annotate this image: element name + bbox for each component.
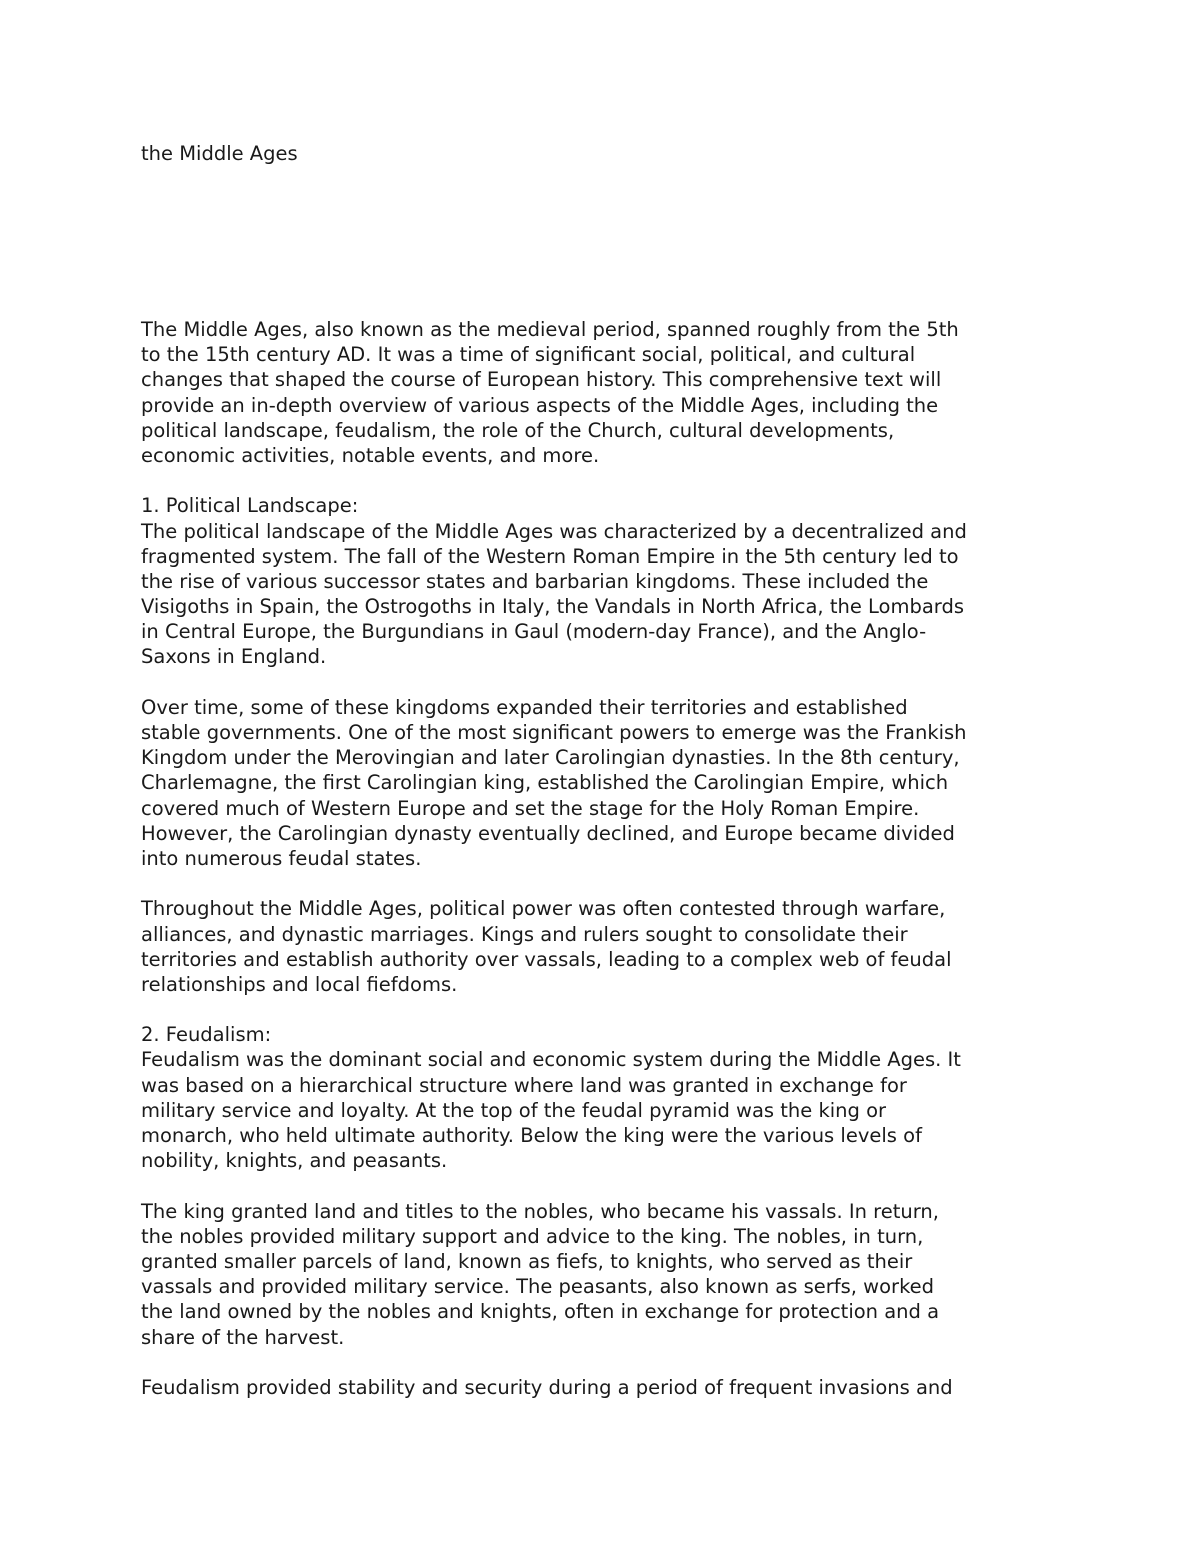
text-line: monarch, who held ultimate authority. Below the king were the various levels of bbox=[141, 1124, 922, 1147]
text-line: the nobles provided military support and advice to the king. The nobles, in turn, bbox=[141, 1224, 924, 1248]
text-line: Feudalism was the dominant social and economic system during the Middle Ages. It bbox=[141, 1048, 961, 1072]
section-heading: 2. Feudalism: bbox=[141, 1023, 272, 1047]
text-line: changes that shaped the course of European history. This comprehensive text will bbox=[141, 368, 942, 392]
text-line: The Middle Ages, also known as the medieval period, spanned roughly from the 5th bbox=[141, 318, 959, 341]
text-line: in Central Europe, the Burgundians in Gaul (modern-day France), and the Anglo- bbox=[141, 620, 927, 644]
section-heading: 1. Political Landscape: bbox=[141, 494, 359, 518]
paragraph-feudal-stability bbox=[141, 1375, 1101, 1400]
text-line: to the 15th century AD. It was a time of significant social, political, and cultural bbox=[141, 343, 916, 367]
text-line: relationships and local fiefdoms. bbox=[141, 972, 458, 996]
text-line: Visigoths in Spain, the Ostrogoths in Italy, the Vandals in North Africa, the Lombards bbox=[141, 595, 964, 619]
text-line: Kingdom under the Merovingian and later Carolingian dynasties. In the 8th century, bbox=[141, 746, 960, 770]
text-line: fragmented system. The fall of the Western Roman Empire in the 5th century led to bbox=[141, 544, 959, 568]
paragraph-political-power bbox=[141, 896, 1101, 997]
text-line: alliances, and dynastic marriages. Kings and rulers sought to consolidate their bbox=[141, 922, 908, 946]
text-line: covered much of Western Europe and set the stage for the Holy Roman Empire. bbox=[141, 796, 920, 820]
text-line: granted smaller parcels of land, known as fiefs, to knights, who served as their bbox=[141, 1249, 913, 1273]
text-line: Feudalism provided stability and security during a period of frequent invasions and bbox=[141, 1375, 953, 1399]
text-line: vassals and provided military service. The peasants, also known as serfs, worked bbox=[141, 1275, 935, 1299]
document-title: the Middle Ages bbox=[141, 142, 298, 165]
text-line: stable governments. One of the most significant powers to emerge was the Frankish bbox=[141, 721, 967, 744]
text-line: Charlemagne, the first Carolingian king, established the Carolingian Empire, which bbox=[141, 771, 949, 795]
paragraph-kingdoms bbox=[141, 695, 1101, 871]
text-line: nobility, knights, and peasants. bbox=[141, 1149, 448, 1173]
text-line: Saxons in England. bbox=[141, 645, 327, 669]
text-line: share of the harvest. bbox=[141, 1325, 345, 1349]
text-line: The political landscape of the Middle Ages was characterized by a decentralized and bbox=[141, 519, 967, 543]
document-body bbox=[141, 317, 1101, 1400]
text-line: into numerous feudal states. bbox=[141, 846, 422, 870]
text-line: political landscape, feudalism, the role of the Church, cultural developments, bbox=[141, 418, 895, 442]
paragraph-feudalism bbox=[141, 1022, 1101, 1173]
text-line: The king granted land and titles to the nobles, who became his vassals. In return, bbox=[141, 1199, 939, 1223]
text-line: territories and establish authority over vassals, leading to a complex web of feudal bbox=[141, 947, 952, 971]
text-line: economic activities, notable events, and more. bbox=[141, 443, 600, 467]
paragraph-political-landscape bbox=[141, 493, 1101, 669]
text-line: the rise of various successor states and barbarian kingdoms. These included the bbox=[141, 569, 929, 593]
text-line: was based on a hierarchical structure where land was granted in exchange for bbox=[141, 1073, 907, 1097]
text-line: However, the Carolingian dynasty eventually declined, and Europe became divided bbox=[141, 821, 955, 845]
text-line: military service and loyalty. At the top of the feudal pyramid was the king or bbox=[141, 1098, 887, 1122]
text-line: provide an in-depth overview of various aspects of the Middle Ages, including the bbox=[141, 393, 939, 417]
paragraph-introduction bbox=[141, 317, 1101, 468]
text-line: Over time, some of these kingdoms expanded their territories and established bbox=[141, 695, 908, 719]
text-line: the land owned by the nobles and knights, often in exchange for protection and a bbox=[141, 1300, 940, 1324]
paragraph-land-grants bbox=[141, 1199, 1101, 1350]
text-line: Throughout the Middle Ages, political power was often contested through warfare, bbox=[141, 897, 946, 921]
